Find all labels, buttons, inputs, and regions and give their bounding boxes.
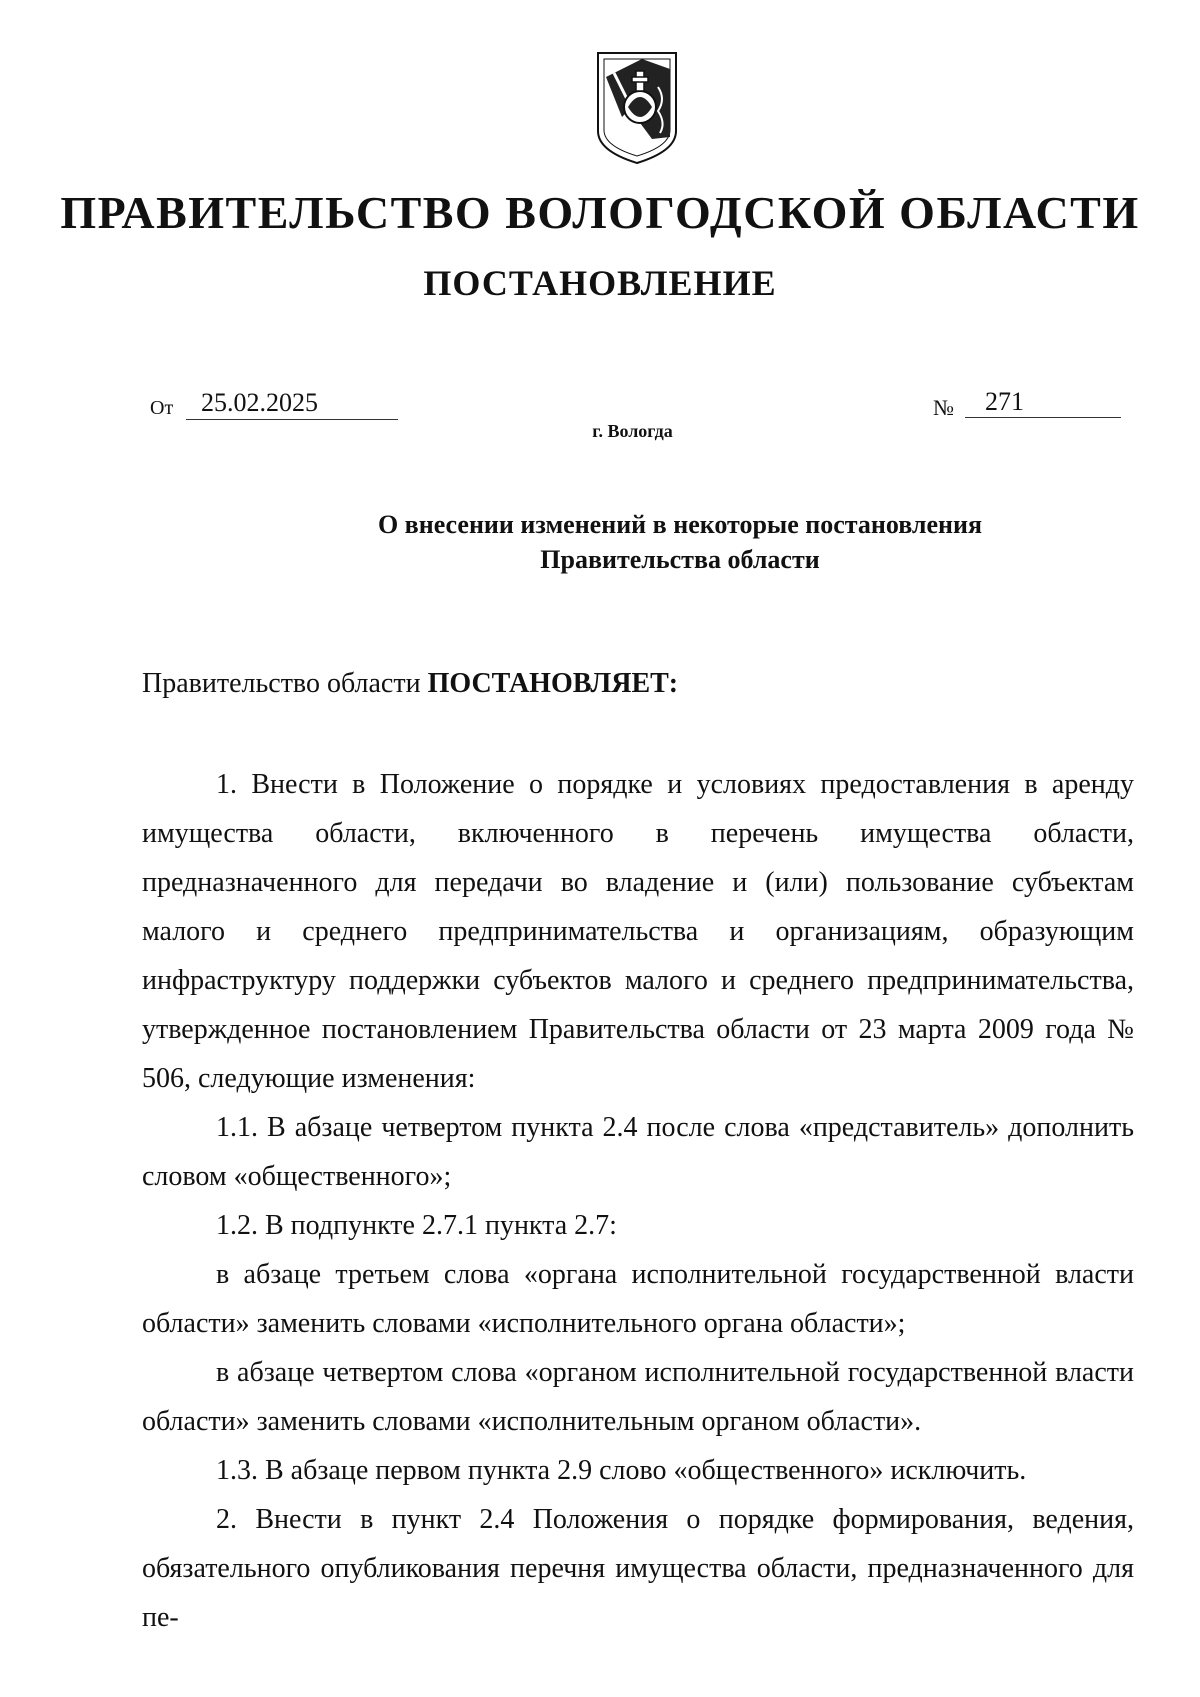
date-label: От [150,397,174,419]
document-body [142,760,1134,1642]
preamble [142,668,678,700]
number-value: 271 [965,387,1121,418]
paragraph: 2. Внести в пункт 2.4 Положения о порядке формирования, ведения, обязательного опубликования перечня имущества области, предназначенного для пе- [142,1504,1134,1633]
coat-of-arms-icon [592,47,682,167]
preamble-text: Правительство области [142,668,421,699]
city: г. Вологда [592,421,673,441]
paragraph: 1.2. В подпункте 2.7.1 пункта 2.7: [216,1210,617,1241]
document-type: ПОСТАНОВЛЕНИЕ [423,263,777,303]
subject-line: Правительства области [540,545,820,574]
subject-line: О внесении изменений в некоторые постановления [377,510,983,539]
paragraph: 1.1. В абзаце четвертом пункта 2.4 после слова «представитель» дополнить словом «общественного»; [142,1112,1134,1192]
date-value: 25.02.2025 [186,387,398,420]
paragraph: в абзаце третьем слова «органа исполнительной государственной власти области» заменить словами «исполнительного органа области»; [142,1259,1134,1339]
paragraph: 1. Внести в Положение о порядке и условиях предоставления в аренду имущества области, включенного в перечень имущества области, предназначенного для передачи во владение и (или) пользование субъектам малого и среднего предпринимательства и организациям, образующим инфраструктуру поддержки субъектов малого и среднего предпринимательства, утвержденное постановлением Правительства области от 23 марта 2009 года № 506, следующие изменения: [142,769,1134,1094]
document-subject [330,507,1030,577]
preamble-decree: ПОСТАНОВЛЯЕТ: [427,668,679,699]
paragraph: в абзаце четвертом слова «органом исполнительной государственной власти области» заменить словами «исполнительным органом области». [142,1357,1134,1437]
org-title: ПРАВИТЕЛЬСТВО ВОЛОГОДСКОЙ ОБЛАСТИ [60,187,1140,238]
number-label: № [933,395,954,420]
paragraph: 1.3. В абзаце первом пункта 2.9 слово «общественного» исключить. [216,1455,1027,1486]
